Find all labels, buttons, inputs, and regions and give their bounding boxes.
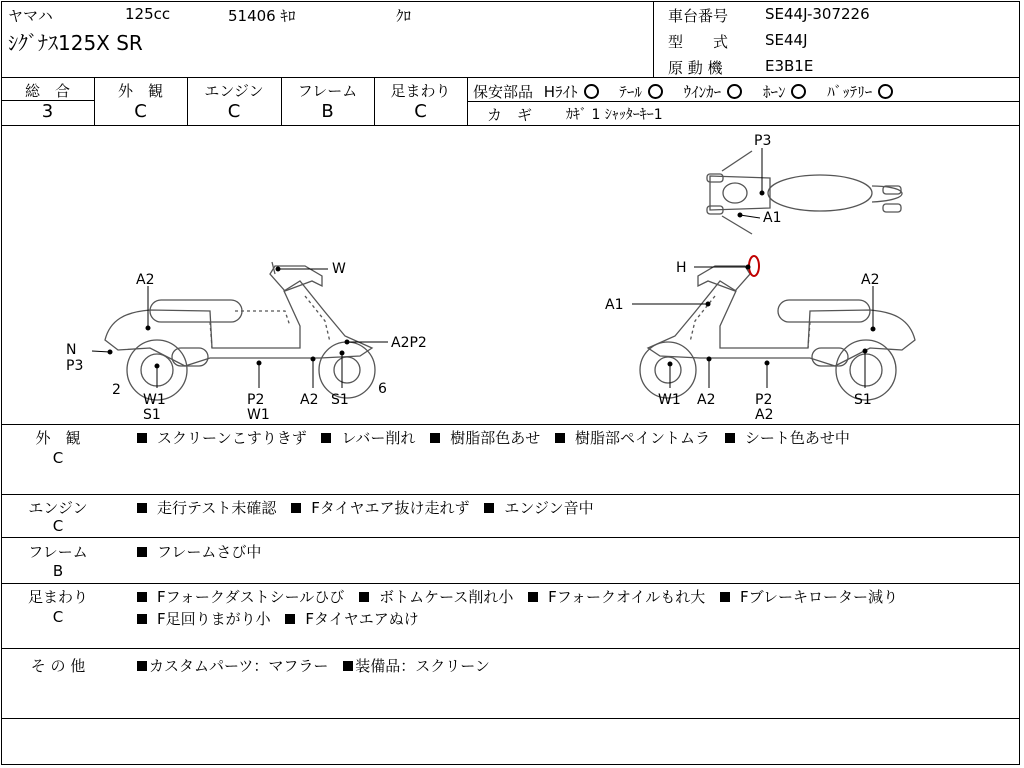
safety-label: 保安部品	[473, 83, 534, 101]
section-suspension-label: 足まわり	[27, 588, 88, 606]
note-item: Fフォークダストシールひび	[157, 588, 345, 606]
note-item: Fブレーキローター減り	[740, 588, 899, 606]
frame-no-value: SE44J-307226	[765, 5, 870, 23]
section-engine-notes	[137, 497, 604, 518]
section-engine-grade: C	[52, 517, 64, 535]
diagram-label: 6	[378, 381, 387, 397]
note-item: フレームさび中	[157, 543, 262, 561]
mileage: 51406 ｷﾛ	[228, 7, 296, 25]
scooter-top-view	[707, 151, 902, 234]
note-item: 樹脂部色あせ	[450, 429, 541, 447]
diagram-label: A1	[605, 297, 624, 313]
diagram-label: N	[66, 342, 77, 358]
rule	[1, 77, 1020, 78]
diagram-label: W1	[658, 392, 681, 408]
key-label: カ ギ	[487, 106, 533, 124]
ok-circle-icon	[648, 84, 663, 99]
diagram-label: A2	[861, 272, 880, 288]
section-suspension-notes-line1	[137, 586, 908, 607]
model-name: ｼｸﾞﾅｽ125X SR	[8, 31, 143, 55]
note-item: 装備品：スクリーン	[355, 657, 490, 675]
section-exterior-grade: C	[52, 449, 64, 467]
diagram-label: P2	[247, 392, 265, 408]
grade-exterior-label: 外 観	[117, 82, 163, 100]
note-item: レバー削れ	[341, 429, 416, 447]
safety-winker: ｳｲﾝｶｰ	[684, 83, 743, 101]
diagram-label: A2	[697, 392, 716, 408]
diagram-label: S1	[854, 392, 872, 408]
grade-engine-label: エンジン	[204, 82, 264, 100]
section-frame-grade: B	[52, 562, 64, 580]
rule	[1, 537, 1020, 538]
diagram-label: A2	[300, 392, 319, 408]
ok-circle-icon	[791, 84, 806, 99]
grade-frame-value: B	[321, 101, 334, 122]
type-value: SE44J	[765, 31, 808, 49]
rule	[1, 648, 1020, 649]
damage-diagram	[0, 126, 1020, 424]
grade-exterior-value: C	[134, 101, 147, 122]
diagram-label: P2	[755, 392, 773, 408]
note-item: 走行テスト未確認	[157, 499, 277, 517]
note-item: ボトムケース削れ小	[379, 588, 514, 606]
safety-battery: ﾊﾞｯﾃﾘｰ	[827, 83, 893, 101]
engine-label: 原 動 機	[668, 59, 723, 77]
diagram-label: W1	[143, 392, 166, 408]
note-item: カスタムパーツ：マフラー	[149, 657, 329, 675]
type-label: 型 式	[668, 33, 729, 51]
rule	[1, 583, 1020, 584]
diagram-label: S1	[143, 407, 161, 423]
engine-value: E3B1E	[765, 57, 814, 75]
diagram-label: 2	[112, 382, 121, 398]
note-item: Fタイヤエア抜け走れず	[311, 499, 470, 517]
ok-circle-icon	[727, 84, 742, 99]
section-exterior-notes	[137, 427, 860, 448]
diagram-label: W1	[247, 407, 270, 423]
grade-suspension-label: 足まわり	[390, 82, 451, 100]
note-item: エンジン音中	[504, 499, 594, 517]
section-suspension-grade: C	[52, 608, 64, 626]
diagram-label: S1	[331, 392, 349, 408]
rule	[1, 494, 1020, 495]
key-value: ｶｷﾞ 1 ｼｬｯﾀｰｷｰ1	[566, 107, 663, 123]
section-exterior-label: 外 観	[35, 429, 81, 447]
diagram-label: W	[332, 261, 346, 277]
grade-engine-value: C	[227, 101, 241, 122]
diagram-label: A2P2	[391, 335, 427, 351]
section-suspension-notes-line2	[137, 608, 429, 629]
note-item: F足回りまがり小	[157, 610, 271, 628]
diagram-label: A1	[763, 210, 782, 226]
note-item: Fフォークオイルもれ大	[548, 588, 706, 606]
color: ｸﾛ	[396, 7, 412, 25]
safety-tail: ﾃｰﾙ	[619, 83, 663, 101]
rule	[1, 424, 1020, 425]
section-other-label: そ の 他	[30, 657, 86, 675]
diagram-label: H	[676, 260, 687, 276]
safety-horn: ﾎｰﾝ	[763, 83, 807, 101]
diagram-label: P3	[66, 358, 84, 374]
note-item: シート色あせ中	[744, 429, 850, 447]
grade-total-label: 総 合	[24, 82, 70, 100]
note-item: スクリーンこすりきず	[157, 429, 307, 447]
note-item: Fタイヤエアぬけ	[305, 610, 419, 628]
header-divider	[653, 1, 654, 77]
diagram-label: P3	[754, 133, 772, 149]
section-engine-label: エンジン	[28, 499, 88, 517]
damage-circle-marker	[749, 256, 759, 276]
diagram-labels	[66, 133, 879, 423]
rule	[1, 718, 1020, 719]
section-frame-notes	[137, 541, 271, 562]
section-other-notes	[137, 655, 500, 676]
displacement: 125cc	[125, 5, 171, 23]
ok-circle-icon	[878, 84, 893, 99]
diagram-label: A2	[755, 407, 774, 423]
note-item: 樹脂部ペイントムラ	[575, 429, 711, 447]
section-frame-label: フレーム	[28, 543, 88, 561]
safety-headlight: Hﾗｲﾄ	[544, 83, 599, 101]
grade-frame-label: フレーム	[297, 82, 358, 100]
safety-parts-row	[473, 81, 893, 102]
grade-suspension-value: C	[414, 101, 427, 122]
frame-no-label: 車台番号	[668, 7, 729, 25]
ok-circle-icon	[584, 84, 599, 99]
maker: ヤマハ	[8, 7, 53, 25]
diagram-label: A2	[136, 272, 155, 288]
grade-total-value: 3	[41, 101, 54, 122]
